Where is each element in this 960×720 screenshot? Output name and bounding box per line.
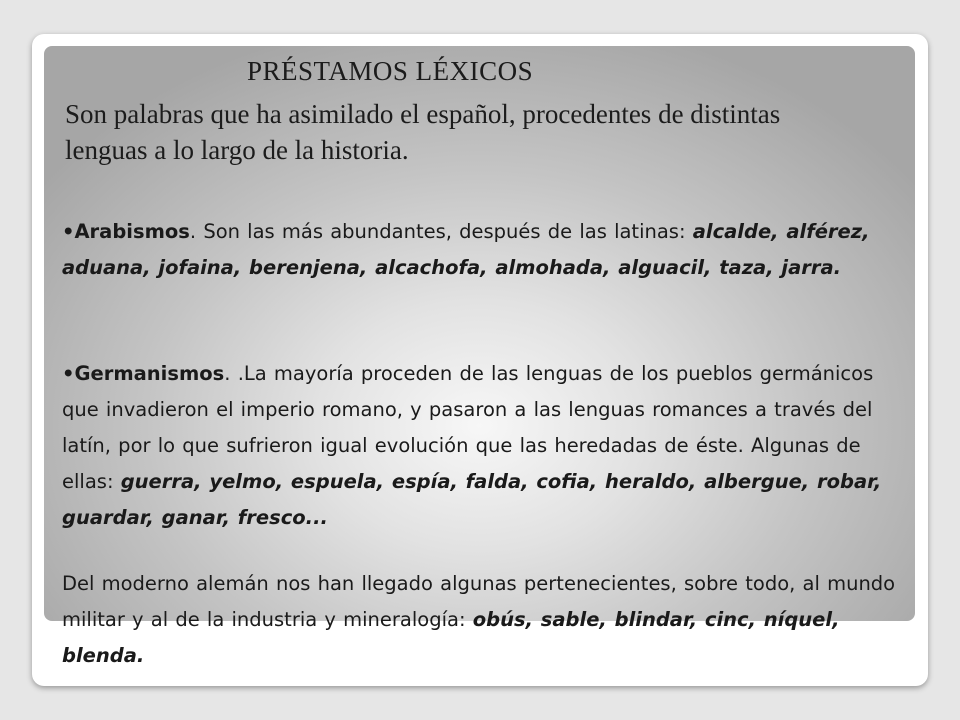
slide-title: PRÉSTAMOS LÉXICOS xyxy=(247,56,534,86)
term-germanismos: Germanismos xyxy=(74,362,225,385)
bullet: • xyxy=(62,220,75,243)
intro-text: Son palabras que ha asimilado el español, procedentes de distintas lenguas a lo largo de la historia. xyxy=(65,99,781,165)
aleman-moderno-description: Del moderno alemán nos han llegado algunas pertenecientes, sobre todo, al mundo militar y al de la industria y mineralogía: xyxy=(62,572,896,631)
arabismos-examples: alcalde, alférez, aduana, jofaina, berenjena, alcachofa, almohada, alguacil, taza, jarra. xyxy=(62,220,870,279)
germanismos-examples: guerra, yelmo, espuela, espía, falda, cofia, heraldo, albergue, robar, guardar, ganar, fresco... xyxy=(62,470,882,529)
aleman-moderno-examples: obús, sable, blindar, cinc, níquel, blenda. xyxy=(62,608,840,667)
arabismos-paragraph xyxy=(62,214,912,286)
germanismos-paragraph xyxy=(62,356,912,536)
term-arabismos: Arabismos xyxy=(74,220,190,243)
bullet: • xyxy=(62,362,75,385)
aleman-moderno-paragraph xyxy=(62,566,912,674)
germanismos-description: . .La mayoría proceden de las lenguas de los pueblos germánicos que invadieron el imperio romano, y pasaron a las lenguas romances a través del latín, por lo que sufrieron igual evolución que las heredadas de éste. Algunas de ellas: xyxy=(62,362,874,493)
arabismos-description: . Son las más abundantes, después de las latinas: xyxy=(189,220,693,243)
